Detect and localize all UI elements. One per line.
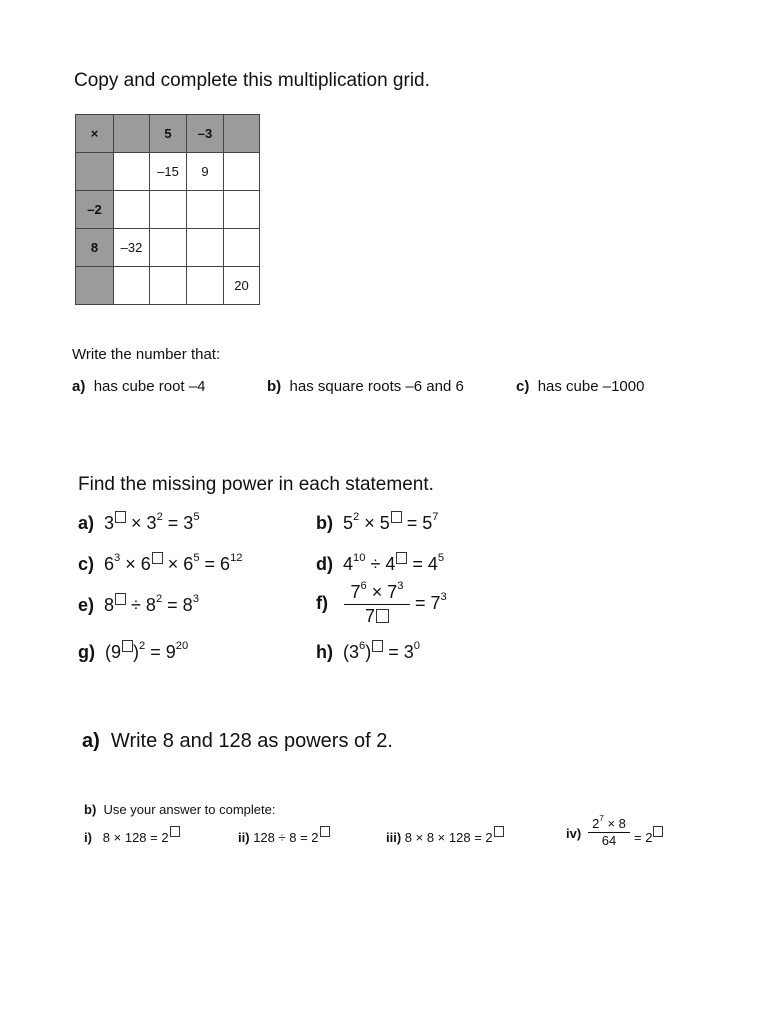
roots-question-intro: Write the number that: <box>72 346 221 363</box>
grid-cell <box>224 191 260 229</box>
part-label: g) <box>78 642 95 662</box>
blank-box <box>122 640 133 652</box>
grid-row <box>76 229 260 267</box>
blank-box <box>115 511 126 523</box>
part-label: c) <box>78 554 95 574</box>
grid-cell <box>76 267 114 305</box>
powers-part-h: h) $(3^6) = 3^0$ <box>316 640 420 662</box>
numerator-rest: × 8 <box>603 816 626 831</box>
powers-of-two-part-iii <box>386 826 504 845</box>
grid-cell: 9 <box>187 153 224 191</box>
part-label: h) <box>316 642 333 662</box>
part-label: b) <box>84 802 97 817</box>
part-text: has cube –1000 <box>537 378 645 395</box>
powers-of-two-part-a <box>82 730 393 753</box>
powers-part-a: a) $3 \times 3^2 = 3^5$ <box>78 511 200 533</box>
grid-cell: –2 <box>76 191 114 229</box>
numerator-exponent: 7 <box>599 814 604 824</box>
part-label: d) <box>316 554 333 574</box>
grid-cell <box>114 153 150 191</box>
roots-part-a <box>72 378 205 395</box>
part-text: = 2 <box>634 830 653 845</box>
powers-part-f-fraction: $7^6 \times 7^3$ 7 <box>344 582 410 627</box>
powers-part-b: b) $5^2 \times 5 = 5^7$ <box>316 511 439 533</box>
powers-of-two-part-iv-rhs <box>634 826 663 845</box>
part-text: has square roots –6 and 6 <box>289 378 464 395</box>
part-text: has cube root –4 <box>93 378 206 395</box>
part-text: 8 × 8 × 128 = 2 <box>404 830 493 845</box>
blank-box <box>494 826 504 837</box>
part-label: iii) <box>386 830 402 845</box>
grid-cell: –15 <box>150 153 187 191</box>
powers-part-f-rhs: = $7^3$ <box>415 591 447 613</box>
powers-of-two-part-iv-fraction <box>588 814 630 848</box>
blank-box <box>391 511 402 523</box>
grid-header-row <box>76 115 260 153</box>
part-label: i) <box>84 830 92 845</box>
grid-cell: 5 <box>150 115 187 153</box>
part-label: ii) <box>238 830 250 845</box>
grid-cell: 20 <box>224 267 260 305</box>
part-text: 128 ÷ 8 = 2 <box>253 830 319 845</box>
grid-cell <box>114 191 150 229</box>
blank-box <box>372 640 383 652</box>
blank-box <box>115 593 126 605</box>
grid-cell: –3 <box>187 115 224 153</box>
numerator-base: 2 <box>592 816 600 831</box>
blank-box <box>320 826 330 837</box>
grid-cell: –32 <box>114 229 150 267</box>
blank-box <box>376 609 389 623</box>
powers-of-two-part-ii <box>238 826 330 845</box>
grid-cell <box>224 153 260 191</box>
part-label: iv) <box>566 826 582 841</box>
part-text: Write 8 and 128 as powers of 2. <box>110 730 393 752</box>
grid-cell <box>187 267 224 305</box>
grid-question-title: Copy and complete this multiplication grid. <box>74 70 430 91</box>
grid-row <box>76 191 260 229</box>
grid-cell <box>114 267 150 305</box>
powers-part-e: e) $8 \div 8^2 = 8^3$ <box>78 593 199 615</box>
grid-cell: × <box>76 115 114 153</box>
powers-of-two-part-b <box>84 802 275 817</box>
part-text: Use your answer to complete: <box>103 802 276 817</box>
part-label: a) <box>72 378 86 395</box>
part-label: a) <box>78 513 95 533</box>
part-label: c) <box>516 378 530 395</box>
blank-box <box>396 552 407 564</box>
grid-cell <box>150 267 187 305</box>
part-label: e) <box>78 595 95 615</box>
powers-part-c: c) $6^3 \times 6 \times 6^5 = 6^{12}$ <box>78 552 243 574</box>
grid-cell <box>187 191 224 229</box>
grid-cell <box>76 153 114 191</box>
grid-cell <box>114 115 150 153</box>
denominator: 64 <box>601 833 617 848</box>
powers-question-title: Find the missing power in each statement. <box>78 474 434 495</box>
part-text: 8 × 128 = 2 <box>102 830 169 845</box>
part-label: b) <box>267 378 282 395</box>
grid-cell <box>150 191 187 229</box>
powers-part-f-label <box>316 593 328 614</box>
grid-cell <box>224 115 260 153</box>
grid-cell <box>187 229 224 267</box>
powers-of-two-part-i <box>84 826 180 845</box>
part-label: b) <box>316 513 333 533</box>
part-label: f) <box>316 593 328 613</box>
grid-cell: 8 <box>76 229 114 267</box>
powers-part-d: d) $4^{10} \div 4 = 4^5$ <box>316 552 445 574</box>
blank-box <box>653 826 663 837</box>
grid-cell <box>224 229 260 267</box>
powers-of-two-part-iv-label <box>566 826 581 841</box>
grid-row <box>76 267 260 305</box>
multiplication-grid <box>75 114 260 305</box>
powers-part-g: g) (9 )$^2 = 9^{20}$ <box>78 640 189 662</box>
grid-row <box>76 153 260 191</box>
roots-part-b <box>267 378 464 395</box>
part-label: a) <box>82 730 100 752</box>
roots-part-c <box>516 378 644 395</box>
grid-cell <box>150 229 187 267</box>
blank-box <box>152 552 163 564</box>
blank-box <box>170 826 180 837</box>
